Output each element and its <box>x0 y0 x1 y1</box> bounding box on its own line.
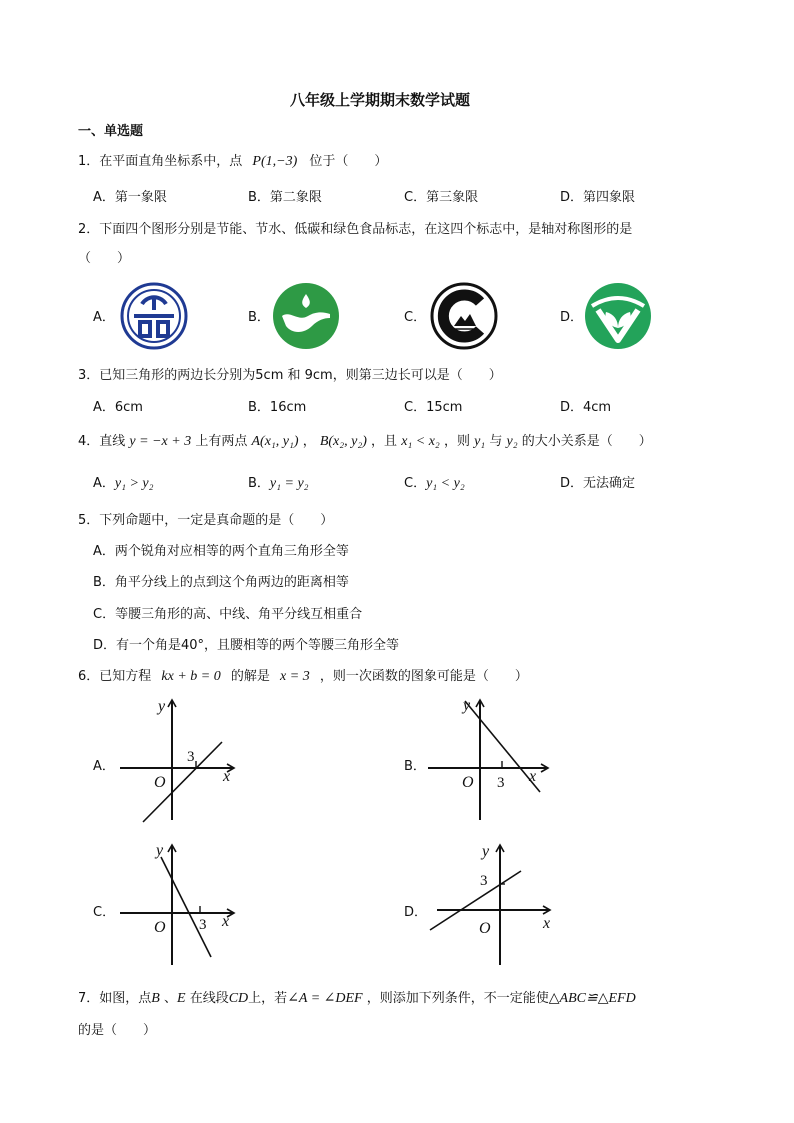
q4-separator: ， <box>302 434 316 449</box>
q7-congruence: △ABC≌△EFD <box>548 991 636 1006</box>
q6-text-1: 6．已知方程 <box>78 669 152 684</box>
graph-option-c[interactable] <box>115 840 245 970</box>
q5-option-b[interactable]: B．角平分线上的点到这个角两边的距离相等 <box>93 575 349 590</box>
q4-option-b-expr: y₁ = y₂ <box>269 476 309 491</box>
q4-option-b[interactable] <box>248 472 309 492</box>
q7-point-e: E <box>177 991 186 1006</box>
q5-option-d[interactable]: D．有一个角是40°，且腰相等的两个等腰三角形全等 <box>93 638 400 653</box>
origin-label: O <box>154 774 166 791</box>
q4-condition: x₁ < x₂ <box>401 434 440 449</box>
q7-text-4: 上，若 <box>248 991 288 1006</box>
q1-option-d[interactable]: D．第四象限 <box>560 190 636 205</box>
question-2-text-cont: （ ） <box>78 251 131 266</box>
question-1-suffix: 位于（ ） <box>309 154 388 169</box>
q7-segment-cd: CD <box>228 991 249 1006</box>
x-axis-label: x <box>223 768 231 785</box>
question-7 <box>78 987 636 1007</box>
q6-text-2: 的解是 <box>230 669 270 684</box>
q4-text-1: 4．直线 <box>78 434 126 449</box>
q3-option-a[interactable]: A．6cm <box>93 400 143 415</box>
q1-option-b[interactable]: B．第二象限 <box>248 190 322 205</box>
q2-option-a-label[interactable]: A． <box>93 310 115 325</box>
y-axis-label: y <box>156 842 164 859</box>
q7-text-5: ，则添加下列条件，不一定能使 <box>366 991 549 1006</box>
q3-option-b[interactable]: B．16cm <box>248 400 307 415</box>
q6-option-a-label[interactable]: A． <box>93 759 115 774</box>
q7-text-1: 7．如图，点 <box>78 991 152 1006</box>
graph-option-b[interactable] <box>425 695 555 825</box>
q4-text-3: ，且 <box>371 434 398 449</box>
question-5-text: 5．下列命题中，一定是真命题的是（ ） <box>78 513 334 528</box>
q5-option-a[interactable]: A．两个锐角对应相等的两个直角三角形全等 <box>93 544 349 559</box>
q1-option-c[interactable]: C．第三象限 <box>404 190 479 205</box>
q2-option-d-label[interactable]: D． <box>560 310 584 325</box>
question-4 <box>78 430 652 450</box>
low-carbon-logo-icon[interactable] <box>430 282 498 350</box>
question-6 <box>78 665 528 685</box>
q4-text-2: 上有两点 <box>195 434 248 449</box>
q4-text-6: 的大小关系是（ ） <box>521 434 652 449</box>
q6-solution: x = 3 <box>280 669 310 684</box>
question-3-text: 3．已知三角形的两边长分别为5cm 和 9cm，则第三边长可以是（ ） <box>78 368 502 383</box>
function-line <box>430 871 521 930</box>
q7-text-2: 、 <box>163 991 177 1006</box>
question-1-text: 1．在平面直角坐标系中，点 <box>78 154 243 169</box>
q3-option-d[interactable]: D．4cm <box>560 400 612 415</box>
q3-option-c[interactable]: C．15cm <box>404 400 463 415</box>
q4-option-a-expr: y₁ > y₂ <box>114 476 154 491</box>
q4-option-a[interactable] <box>93 472 154 492</box>
y-axis-label: y <box>158 698 166 715</box>
q4-y1: y₁ <box>474 434 486 449</box>
mark-label: 3 <box>199 917 207 933</box>
q6-option-d-label[interactable]: D． <box>404 905 428 920</box>
y-axis-label: y <box>482 843 490 860</box>
q2-option-c-label[interactable]: C． <box>404 310 427 325</box>
q4-point-a: A(x₁, y₁) <box>251 434 299 449</box>
point-p-expression: P(1,−3) <box>252 154 298 169</box>
x-axis-label: x <box>529 768 537 785</box>
origin-label: O <box>462 774 474 791</box>
page-title: 八年级上学期期末数学试题 <box>290 91 471 109</box>
water-saving-logo-icon[interactable] <box>272 282 340 350</box>
q6-option-c-label[interactable]: C． <box>93 905 116 920</box>
section-heading: 一、单选题 <box>78 124 144 139</box>
q5-option-c[interactable]: C．等腰三角形的高、中线、角平分线互相重合 <box>93 607 363 622</box>
q4-option-b-label: B． <box>248 476 270 491</box>
origin-label: O <box>154 919 166 936</box>
graph-option-a[interactable] <box>115 695 245 825</box>
q7-point-b: B <box>151 991 160 1006</box>
mark-label: 3 <box>187 749 195 765</box>
q7-angle-condition: ∠A = ∠DEF <box>287 991 363 1006</box>
y-axis-label: y <box>463 697 471 714</box>
question-7-text-cont: 的是（ ） <box>78 1023 157 1038</box>
mark-label: 3 <box>497 775 505 791</box>
q4-option-c-label: C． <box>404 476 427 491</box>
q1-option-a[interactable]: A．第一象限 <box>93 190 167 205</box>
q6-equation: kx + b = 0 <box>161 669 221 684</box>
q6-option-b-label[interactable]: B． <box>404 759 426 774</box>
q4-option-c[interactable] <box>404 472 465 492</box>
function-line <box>161 857 211 957</box>
origin-label: O <box>479 920 491 937</box>
q4-option-a-label: A． <box>93 476 115 491</box>
q6-text-3: ，则一次函数的图象可能是（ ） <box>319 669 528 684</box>
q4-text-4: ，则 <box>443 434 470 449</box>
x-axis-label: x <box>222 913 230 930</box>
mark-label: 3 <box>480 873 488 889</box>
energy-saving-logo-icon[interactable] <box>120 282 188 350</box>
q2-option-b-label[interactable]: B． <box>248 310 270 325</box>
graph-option-d[interactable] <box>425 840 560 970</box>
q4-point-b: B(x₂, y₂) <box>319 434 367 449</box>
green-food-logo-icon[interactable] <box>584 282 652 350</box>
q4-text-5: 与 <box>489 434 503 449</box>
question-1 <box>78 150 387 170</box>
q4-y2: y₂ <box>506 434 518 449</box>
q4-option-d[interactable]: D．无法确定 <box>560 476 636 491</box>
q4-line-equation: y = −x + 3 <box>129 434 192 449</box>
q4-option-c-expr: y₁ < y₂ <box>426 476 465 491</box>
x-axis-label: x <box>543 915 551 932</box>
question-2-text: 2．下面四个图形分别是节能、节水、低碳和绿色食品标志，在这四个标志中，是轴对称图形的是 <box>78 222 633 237</box>
q7-text-3: 在线段 <box>189 991 229 1006</box>
